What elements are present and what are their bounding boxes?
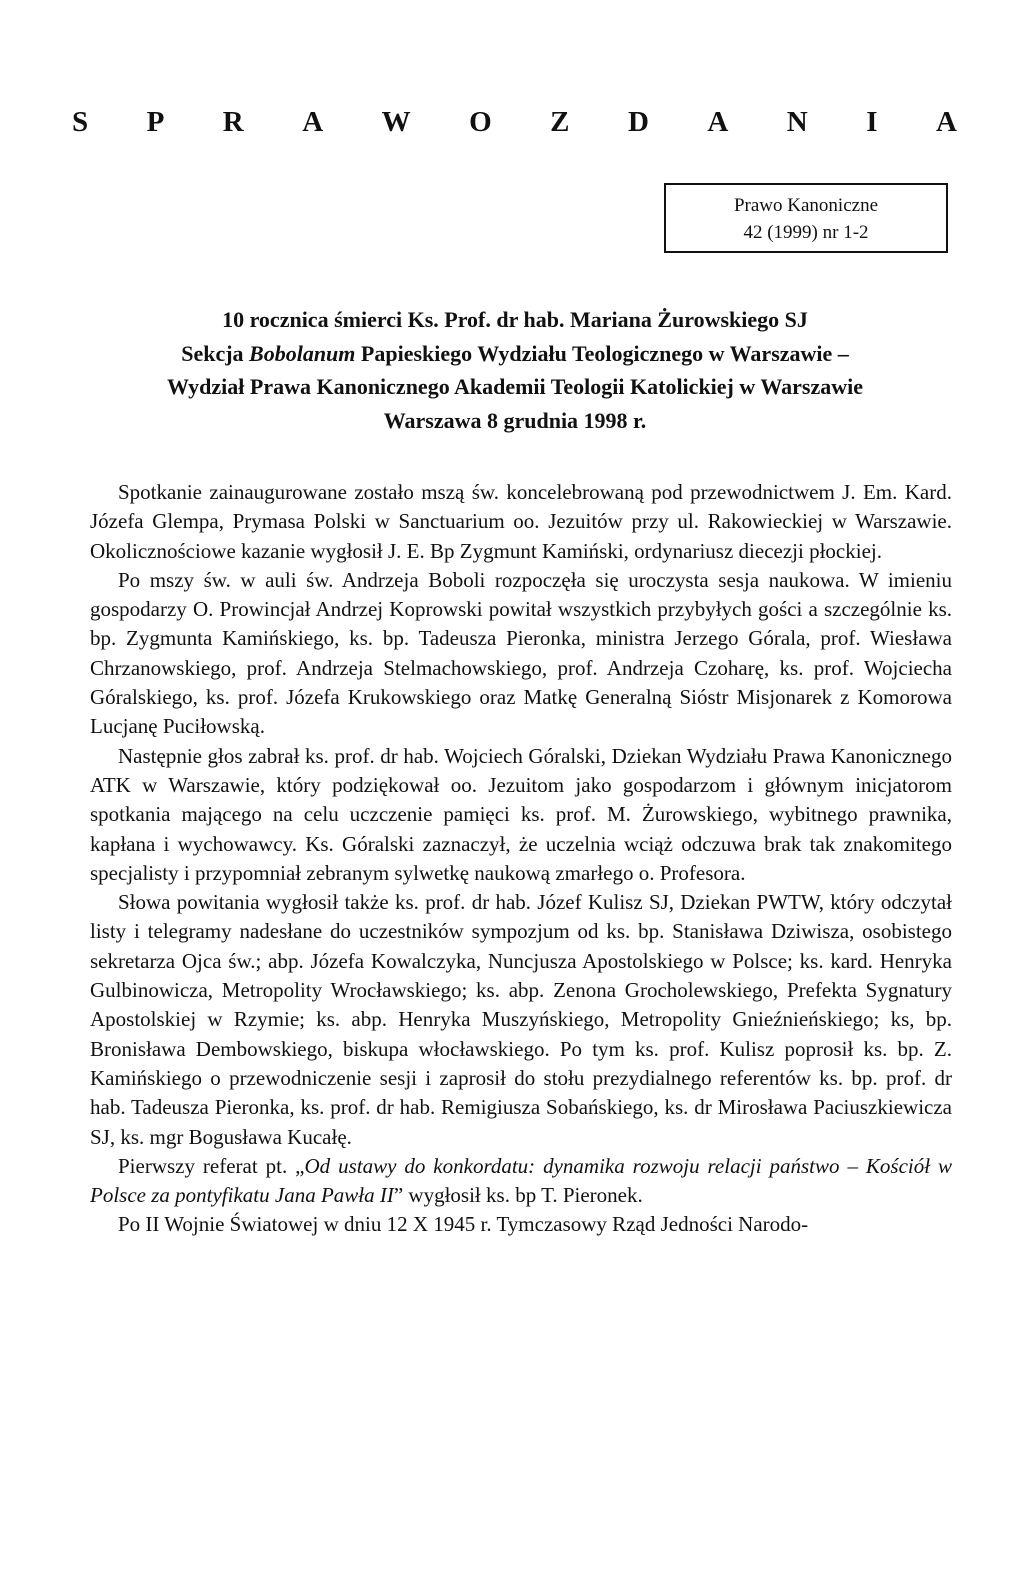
journal-name: Prawo Kanoniczne: [733, 195, 879, 216]
body-paragraph: Po II Wojnie Światowej w dniu 12 X 1945 r. Tymczasowy Rząd Jedności Narodo-: [118, 1212, 809, 1237]
report-place-date: Warszawa 8 grudnia 1998 r.: [383, 407, 647, 433]
report-organizer-line: [90, 337, 940, 371]
report-header: [90, 303, 940, 437]
lecture-intro: Pierwszy referat pt. „: [118, 1153, 305, 1178]
section-title-letter: A: [935, 106, 957, 138]
section-title-letter: A: [707, 106, 729, 138]
journal-info-box: [664, 183, 948, 253]
section-title-letter: R: [222, 106, 244, 138]
body-paragraph: Spotkanie zainaugurowane zostało mszą św. koncelebrowaną pod przewodnictwem J. Em. Kard. Józefa Glempa, Prymasa Polski w Sanctuarium oo. Jezuitów przy ul. Rakowieckiej w Warszawie. Okolicznościowe kazanie wygłosił J. E. Bp Zygmunt Kamiński, ordynariusz diecezji płockiej.: [90, 480, 952, 563]
section-title-letter: N: [786, 106, 808, 138]
section-title-letter: P: [146, 106, 165, 138]
body-paragraph: Następnie głos zabrał ks. prof. dr hab. Wojciech Góralski, Dziekan Wydziału Prawa Kanonicznego ATK w Warszawie, który podziękował oo. Jezuitom jako gospodarzom i głównym inicjatorom spotkania mającego na celu uczczenie pamięci ks. prof. M. Żurowskiego, wybitnego prawnika, kapłana i wychowawcy. Ks. Góralski zaznaczył, że uczelnia wciąż odczuwa brak tak znakomitego specjalisty i przypomniał zebranym sylwetkę naukową zmarłego o. Profesora.: [90, 743, 952, 885]
organizer-suffix: Papieskiego Wydziału Teologicznego w Warszawie –: [355, 340, 849, 366]
section-title-letter: O: [469, 106, 492, 138]
report-coorganizer: Wydział Prawa Kanonicznego Akademii Teologii Katolickiej w Warszawie: [166, 374, 864, 399]
organizer-italic: Bobolanum: [249, 340, 356, 366]
journal-issue: 42 (1999) nr 1-2: [743, 222, 869, 243]
report-body: [90, 478, 952, 1240]
section-title-letter: A: [302, 106, 324, 138]
section-title-letter: I: [866, 106, 878, 138]
report-title: 10 rocznica śmierci Ks. Prof. dr hab. Mariana Żurowskiego SJ: [222, 307, 808, 332]
section-title: [72, 100, 957, 144]
section-title-letter: D: [627, 106, 649, 138]
body-paragraph-first-lecture: [90, 1152, 952, 1211]
lecture-speaker: ” wygłosił ks. bp T. Pieronek.: [393, 1183, 643, 1208]
organizer-prefix: Sekcja: [181, 340, 250, 366]
section-title-letter: Z: [550, 106, 570, 138]
body-paragraph: Słowa powitania wygłosił także ks. prof. dr hab. Józef Kulisz SJ, Dziekan PWTW, który odczytał listy i telegramy nadesłane do uczestników sympozjum od ks. bp. Stanisława Dziwisza, osobistego sekretarza Ojca św.; abp. Józefa Kowalczyka, Nuncjusza Apostolskiego w Polsce; ks. kard. Henryka Gulbinowicza, Metropolity Wrocławskiego; ks. abp. Zenona Grocholewskiego, Prefekta Sygnatury Apostolskiej w Rzymie; ks. abp. Henryka Muszyńskiego, Metropolity Gnieźnieńskiego; ks, bp. Bronisława Dembowskiego, biskupa włocławskiego. Po tym ks. prof. Kulisz poprosił ks. bp. Z. Kamińskiego o przewodniczenie sesji i zaprosił do stołu prezydialnego referentów ks. bp. prof. dr hab. Tadeusza Pieronka, ks. prof. dr hab. Remigiusza Sobańskiego, ks. dr Mirosława Paciuszkiewicza SJ, ks. mgr Bogusława Kucałę.: [90, 890, 952, 1149]
section-title-letter: S: [72, 106, 89, 138]
lecture-title: Od ustawy do konkordatu: dynamika rozwoju relacji państwo – Kościół w Polsce za pontyfikatu Jana Pawła II: [90, 1153, 952, 1208]
body-paragraph: Po mszy św. w auli św. Andrzeja Boboli rozpoczęła się uroczysta sesja naukowa. W imieniu gospodarzy O. Prowincjał Andrzej Koprowski powitał wszystkich przybyłych gości a szczególnie ks. bp. Zygmunta Kamińskiego, ks. bp. Tadeusza Pieronka, ministra Jerzego Górala, prof. Wiesława Chrzanowskiego, prof. Andrzeja Stelmachowskiego, prof. Andrzeja Czoharę, ks. prof. Wojciecha Góralskiego, ks. prof. Józefa Krukowskiego oraz Matkę Generalną Sióstr Misjonarek z Komorowa Lucjanę Puciłowską.: [90, 567, 952, 739]
section-title-letter: W: [381, 106, 411, 138]
